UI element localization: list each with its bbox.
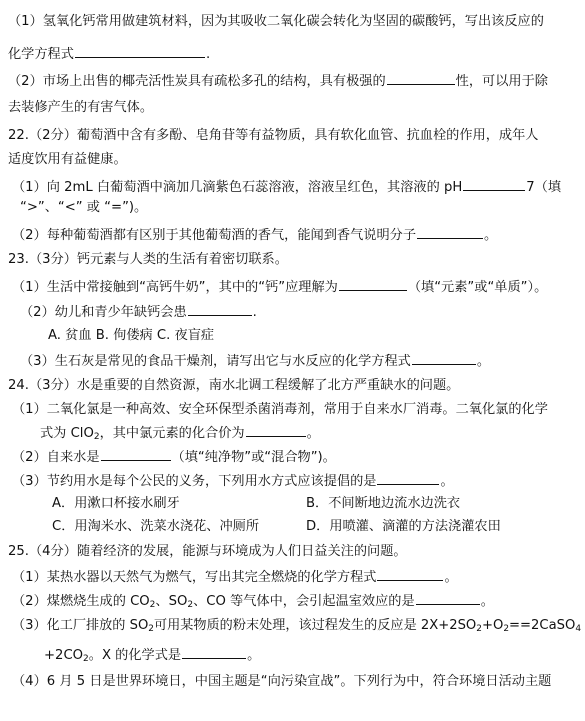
q25-part3-line2: $+2CO_2$。X 的化学式是 。: [44, 645, 260, 663]
q21-part2-line2: 去装修产生的有害气体。: [8, 100, 154, 115]
answer-blank[interactable]: [182, 645, 246, 659]
q23-options: A. 贫血 B. 佝偻病 C. 夜盲症: [48, 328, 215, 343]
q24-part1-line2: 式为 ClO$_2$，其中氯元素的化合价为 。: [40, 423, 320, 441]
q24-option-b: B．不间断地边流水边洗衣: [306, 496, 461, 511]
q24-option-c: C．用淘米水、洗菜水浇花、冲厕所: [52, 519, 260, 534]
answer-blank[interactable]: [387, 71, 455, 85]
answer-blank[interactable]: [417, 225, 483, 239]
q24-part3: （3）节约用水是每个公民的义务，下列用水方式应该提倡的是 。: [12, 471, 454, 489]
q22-part2: （2）每种葡萄酒都有区别于其他葡萄酒的香气，能闻到香气说明分子 。: [12, 225, 497, 243]
q24-part2: （2）自来水是 （填“纯净物”或“混合物”)。: [12, 447, 336, 465]
answer-blank[interactable]: [246, 423, 306, 437]
q24-part1-line1: （1）二氧化氯是一种高效、安全环保型杀菌消毒剂，常用于自来水厂消毒。二氧化氯的化学: [12, 402, 548, 417]
answer-blank[interactable]: [188, 302, 252, 316]
q22-part1-line2: “>”、“<” 或 “=”)。: [20, 200, 148, 215]
q22-part1-line1: （1）向 2mL 白葡萄酒中滴加几滴紫色石蕊溶液，溶液呈红色，其溶液的 pH 7（填: [12, 177, 561, 195]
q23-heading: 23.（3分）钙元素与人类的生活有着密切联系。: [8, 252, 288, 267]
q24-option-d: D．用喷灌、滴灌的方法浇灌农田: [306, 519, 501, 534]
answer-blank[interactable]: [75, 44, 205, 58]
answer-blank[interactable]: [412, 351, 476, 365]
q25-part1: （1）某热水器以天然气为燃气，写出其完全燃烧的化学方程式 。: [12, 567, 458, 585]
answer-blank[interactable]: [463, 177, 525, 191]
q24-option-a: A．用漱口杯接水刷牙: [52, 496, 180, 511]
q21-part1-line2: 化学方程式 .: [8, 44, 210, 62]
answer-blank[interactable]: [377, 471, 439, 485]
q24-heading: 24.（3分）水是重要的自然资源，南水北调工程缓解了北方严重缺水的问题。: [8, 378, 460, 393]
q21-part1-line1: （1）氢氧化钙常用做建筑材料，因为其吸收二氧化碳会转化为坚固的碳酸钙，写出该反应的: [8, 14, 544, 29]
q25-part2: （2）煤燃烧生成的 $CO_2$、$SO_2$、CO 等气体中，会引起温室效应的是 。: [12, 591, 494, 609]
answer-blank[interactable]: [377, 567, 443, 581]
q21-part2-line1: （2）市场上出售的椰壳活性炭具有疏松多孔的结构，具有极强的 性，可以用于除: [8, 71, 548, 89]
answer-blank[interactable]: [101, 447, 171, 461]
q23-part1: （1）生活中常接触到“高钙牛奶”，其中的“钙”应理解为 （填“元素”或“单质”）。: [12, 277, 547, 295]
answer-blank[interactable]: [416, 591, 480, 605]
q22-heading-line2: 适度饮用有益健康。: [8, 152, 127, 167]
q25-part3-line1: （3）化工厂排放的 $SO_2$可用某物质的粉末处理，该过程发生的反应是 $2X+2SO_2+O_2==2CaSO_4$: [12, 618, 582, 634]
q25-heading: 25.（4分）随着经济的发展，能源与环境成为人们日益关注的问题。: [8, 544, 407, 559]
q25-part4: （4）6 月 5 日是世界环境日，中国主题是“向污染宣战”。下列行为中，符合环境日活动主题: [12, 674, 552, 689]
q23-part3: （3）生石灰是常见的食品干燥剂，请写出它与水反应的化学方程式 。: [20, 351, 490, 369]
answer-blank[interactable]: [339, 277, 407, 291]
q23-part2: （2）幼儿和青少年缺钙会患 .: [20, 302, 257, 320]
q22-heading-line1: 22.（2分）葡萄酒中含有多酚、皂角苷等有益物质，具有软化血管、抗血栓的作用，成年人: [8, 128, 539, 143]
